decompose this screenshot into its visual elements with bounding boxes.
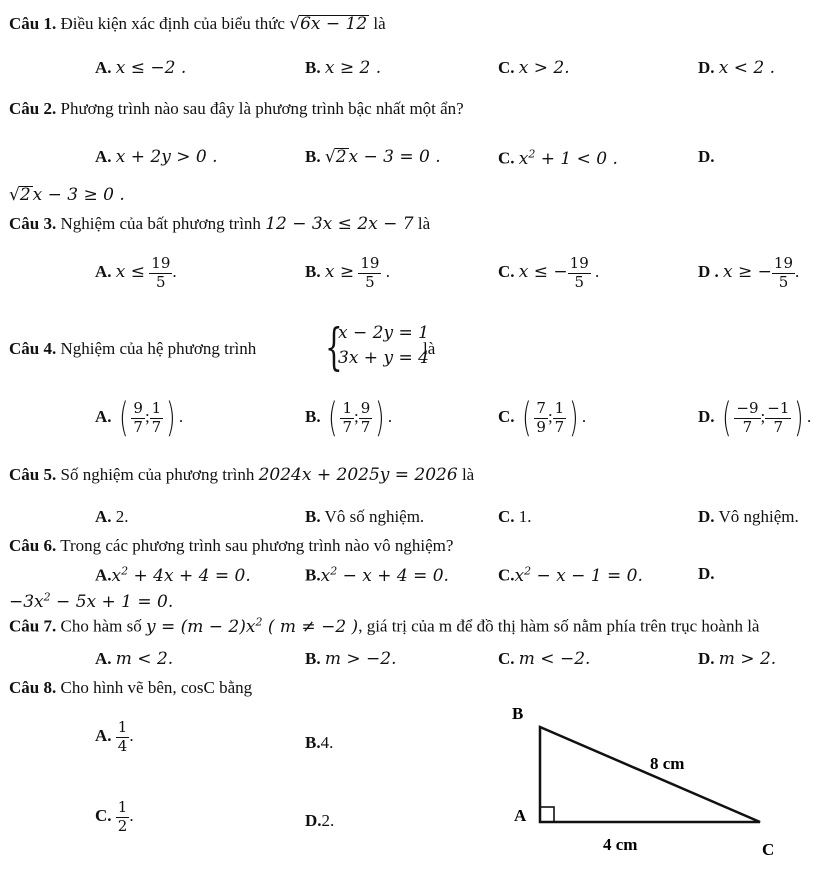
- q6-option-d-continuation: $-3x^2 - 5x + 1 = 0$.: [9, 590, 174, 612]
- hypotenuse-length-label: 8 cm: [650, 754, 685, 773]
- question-4-stem: [9, 340, 256, 357]
- q1-option-d[interactable]: D. x < 2 .: [698, 58, 776, 78]
- question-4-tail: là: [423, 339, 436, 358]
- q8-option-a[interactable]: A. $\frac{1}{4}$ .: [95, 718, 134, 755]
- q6-option-d[interactable]: D.: [698, 564, 715, 583]
- cropped-previous-line: [0, 0, 832, 3]
- right-angle-marker: [540, 807, 554, 822]
- q8-option-c[interactable]: C. $\frac{1}{2}$ .: [95, 798, 134, 835]
- question-7-label: Câu 7.: [9, 616, 57, 636]
- question-4-text: Nghiệm của hệ phương trình: [60, 339, 257, 358]
- question-7-text: , giá trị của m để đồ thị hàm số nằm phía trên trục hoành là: [358, 616, 760, 636]
- question-2-label: Câu 2.: [9, 99, 57, 118]
- q4-option-c[interactable]: C. ( $\frac{7}{9}$ ; $\frac{1}{7}$ ) .: [498, 395, 587, 441]
- q2-option-c[interactable]: C. $x^2 + 1 < 0$ .: [498, 147, 618, 169]
- question-1-radicand: 6x − 12: [300, 14, 368, 34]
- q7-option-d[interactable]: D. m > 2.: [698, 649, 777, 669]
- q4-option-d[interactable]: D. ( $\frac{-9}{7}$ ; $\frac{-1}{7}$ ) .: [698, 395, 812, 441]
- question-1-label: Câu 1.: [9, 14, 57, 33]
- q6-option-c[interactable]: $C.x^2 - x - 1 = 0$.: [498, 564, 643, 586]
- question-8-text: Cho hình vẽ bên, cosC bằng: [60, 678, 253, 697]
- q2-option-d-continuation: √2 x − 3 ≥ 0 .: [9, 185, 125, 205]
- q3-option-a[interactable]: A. x ≤ $\frac{19}{5}$ .: [95, 254, 177, 291]
- q2-option-a[interactable]: A. x + 2y > 0 .: [95, 147, 218, 167]
- q7-option-a[interactable]: A. m < 2.: [95, 649, 174, 669]
- question-3-label: Câu 3.: [9, 214, 57, 233]
- vertex-c-label: C: [762, 840, 775, 859]
- question-3-text: Nghiệm của bất phương trình: [60, 214, 261, 233]
- question-8-label: Câu 8.: [9, 678, 57, 697]
- question-3-stem: Câu 3. Nghiệm của bất phương trình 12 − 3x ≤ 2x − 7 là: [9, 214, 431, 234]
- q4-system-eq2: 3x + y = 4: [338, 348, 429, 368]
- question-5-label: Câu 5.: [9, 465, 57, 484]
- q3-option-c[interactable]: C. x ≤ − $\frac{19}{5}$ .: [498, 254, 600, 291]
- q3-option-b[interactable]: B. x ≥ $\frac{19}{5}$ .: [305, 254, 390, 291]
- question-2-stem: [9, 100, 464, 117]
- question-5-text: Số nghiệm của phương trình: [60, 465, 255, 484]
- q8-option-d[interactable]: D.2.: [305, 811, 335, 830]
- question-1-stem: Câu 1. Điều kiện xác định của biểu thức √6x − 12 là: [9, 14, 386, 34]
- q1-option-c[interactable]: C. x > 2.: [498, 58, 570, 78]
- question-6-label: Câu 6.: [9, 536, 57, 555]
- question-6-stem: [9, 537, 453, 554]
- q8-option-b[interactable]: B.4.: [305, 733, 334, 752]
- question-6-text: Trong các phương trình sau phương trình nào vô nghiệm?: [60, 536, 454, 555]
- q5-option-b[interactable]: B. Vô số nghiệm.: [305, 507, 425, 526]
- vertex-b-label: B: [512, 704, 524, 723]
- q1-option-a[interactable]: A. x ≤ −2 .: [95, 58, 187, 78]
- question-7-expression: y = (m − 2)x: [145, 616, 256, 637]
- vertex-a-label: A: [514, 806, 527, 825]
- q4-option-a[interactable]: A. ( $\frac{9}{7}$ ; $\frac{1}{7}$ ) .: [95, 395, 184, 441]
- question-8-stem: [9, 679, 252, 696]
- triangle-figure: [500, 700, 800, 870]
- q5-option-d[interactable]: D. Vô nghiệm.: [698, 507, 799, 526]
- q4-system-brace: {: [325, 318, 343, 376]
- q6-option-a[interactable]: $A.x^2 + 4x + 4 = 0$.: [95, 564, 251, 586]
- question-2-text: Phương trình nào sau đây là phương trình bậc nhất một ẩn?: [60, 99, 464, 118]
- q2-option-d[interactable]: D.: [698, 147, 715, 166]
- question-1-text: Điều kiện xác định của biểu thức: [60, 14, 285, 33]
- q6-option-b[interactable]: $B.x^2 - x + 4 = 0$.: [305, 564, 449, 586]
- question-5-stem: Câu 5. Số nghiệm của phương trình 2024x + 2025y = 2026 là: [9, 465, 475, 485]
- q4-option-b[interactable]: B. ( $\frac{1}{7}$ ; $\frac{9}{7}$ ) .: [305, 395, 393, 441]
- q1-option-b[interactable]: B. x ≥ 2 .: [305, 58, 382, 78]
- question-7-stem: Câu 7. Cho hàm số $y = (m - 2)x^2$ ( m ≠ −2 ), giá trị của m để đồ thị hàm số nằm phía trên trục hoành là: [9, 615, 760, 637]
- q3-option-d[interactable]: D . x ≥ − $\frac{19}{5}$ .: [698, 254, 800, 291]
- question-3-expression: 12 − 3x ≤ 2x − 7: [265, 214, 414, 234]
- q7-option-b[interactable]: B. m > −2.: [305, 649, 397, 669]
- q4-system-eq1: x − 2y = 1: [338, 323, 429, 343]
- q5-option-a[interactable]: A. 2.: [95, 507, 129, 526]
- question-1-tail: là: [373, 14, 386, 33]
- question-4-label: Câu 4.: [9, 339, 57, 358]
- q2-option-b[interactable]: B. √2 x − 3 = 0 .: [305, 147, 441, 167]
- q5-option-c[interactable]: C. 1.: [498, 507, 532, 526]
- question-5-expression: 2024x + 2025y = 2026: [258, 465, 458, 485]
- q7-option-c[interactable]: C. m < −2.: [498, 649, 591, 669]
- triangle-abc: [540, 727, 760, 822]
- base-length-label: 4 cm: [603, 835, 638, 854]
